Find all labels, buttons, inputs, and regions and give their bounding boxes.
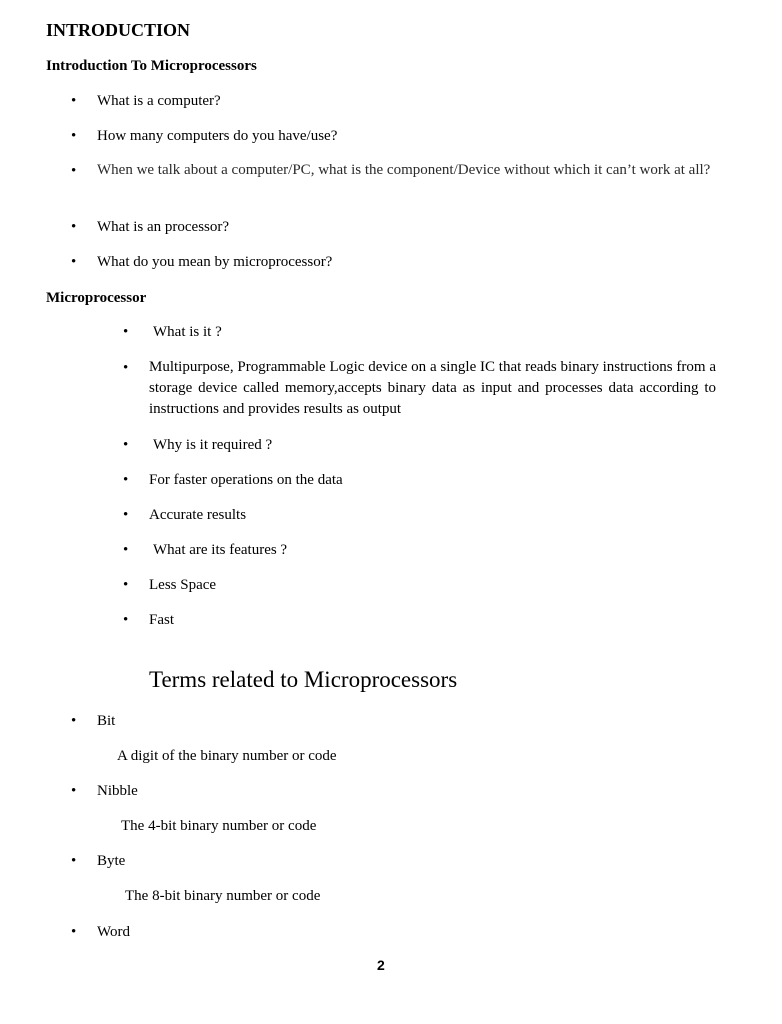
term-name: Byte [97, 853, 126, 869]
list-item: What are its features ? [153, 542, 288, 558]
bullet-icon: • [123, 324, 129, 340]
term-name: Bit [97, 713, 116, 729]
bullet-icon: • [123, 507, 129, 523]
list-item: Accurate results [149, 507, 247, 523]
bullet-icon: • [71, 93, 77, 109]
terms-title: Terms related to Microprocessors [149, 667, 458, 692]
list-item: Why is it required ? [153, 437, 273, 453]
term-definition: The 8-bit binary number or code [125, 888, 321, 904]
bullet-icon: • [71, 924, 77, 940]
page-number: 2 [377, 957, 385, 973]
section-heading-intro: Introduction To Microprocessors [46, 58, 257, 74]
section-heading-microprocessor: Microprocessor [46, 290, 147, 306]
list-item: What is a computer? [97, 93, 221, 109]
bullet-icon: • [123, 612, 129, 628]
bullet-icon: • [71, 163, 77, 179]
page-heading: INTRODUCTION [46, 20, 191, 40]
list-item: For faster operations on the data [149, 472, 343, 488]
term-definition: A digit of the binary number or code [117, 748, 337, 764]
bullet-icon: • [123, 437, 129, 453]
list-item: When we talk about a computer/PC, what is the component/Device without which it can’t work at all? [97, 162, 711, 178]
list-item: Multipurpose, Programmable Logic device on a single IC that reads binary instructions from a storage device called memory,accepts binary data as input and processes data according to instructions and provides results as output [149, 359, 716, 417]
term-name: Word [97, 924, 130, 940]
bullet-icon: • [123, 542, 129, 558]
term-definition: The 4-bit binary number or code [121, 818, 317, 834]
term-name: Nibble [97, 783, 138, 799]
bullet-icon: • [123, 472, 129, 488]
list-item: Less Space [149, 577, 217, 593]
bullet-icon: • [71, 783, 77, 799]
bullet-icon: • [71, 254, 77, 270]
list-item: What is it ? [153, 324, 222, 340]
list-item: How many computers do you have/use? [97, 128, 338, 144]
list-item: What do you mean by microprocessor? [97, 254, 333, 270]
bullet-icon: • [123, 577, 129, 593]
bullet-icon: • [71, 853, 77, 869]
list-item: What is an processor? [97, 219, 230, 235]
bullet-icon: • [71, 219, 77, 235]
list-item: Fast [149, 612, 175, 628]
bullet-icon: • [71, 128, 77, 144]
bullet-icon: • [123, 360, 129, 376]
bullet-icon: • [71, 713, 77, 729]
